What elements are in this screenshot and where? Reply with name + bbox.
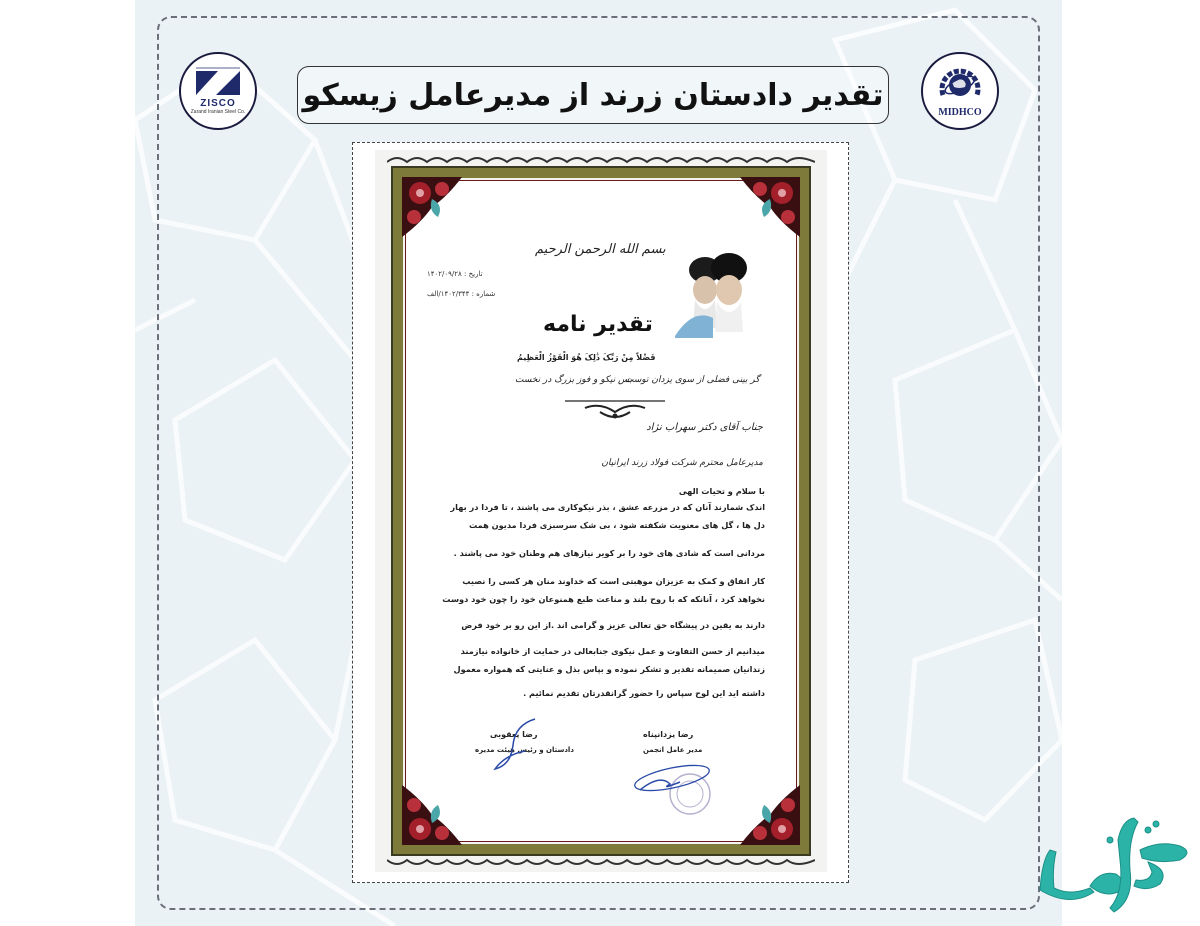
page-title: تقدیر دادستان زرند از مدیرعامل زیسکو [302,77,884,113]
certificate-number: شماره : ۱۴۰۲/۳۴۴/الف [427,290,496,298]
zisco-wordmark: ZISCO [200,98,236,109]
signatory-left-role: دادستان و رئیس هیئت مدیره [475,746,574,754]
floral-corner-ornament [730,775,800,845]
bismillah-calligraphy: بسم الله الرحمن الرحیم [535,242,666,257]
certificate-date: تاریخ : ۱۴۰۲/۰۹/۲۸ [427,270,483,278]
body-line: دارند به یقین در پیشگاه حق تعالی عزیز و گرامی اند .از این رو بر خود فرض [461,620,765,630]
floral-corner-ornament [402,177,472,247]
signatory-right-role: مدیر عامل انجمن [643,746,703,754]
globe-gear-icon [937,65,983,105]
midhco-logo [921,52,999,130]
page-title-box [297,66,889,124]
body-line: دل ها ، گل های معنویت شکفته شود ، بی شک سرسبزی فردا مدیون همت [468,520,765,530]
body-line: مردانی است که شادی های خود را بر کویر نیازهای هم وطنان خود می پاشند . [453,548,765,558]
brand-calligraphy-logo [1030,800,1200,926]
midhco-wordmark: MIDHCO [938,106,982,118]
signature-stamp-right [630,760,720,820]
body-line: داشته اید این لوح سپاس را حضور گرانقدرتان تقدیم نمائیم . [523,688,765,698]
zisco-icon [194,67,242,97]
certificate-image [375,150,827,872]
portrait-image [673,248,759,338]
body-line: میدانیم از حسن التفاوت و عمل نیکوی جنابعالی در حمایت از خانواده نیازمند [460,646,765,656]
divider-ornament [565,398,665,424]
poem-right: گر بینی فضلی از سوی یزدان توست [625,375,760,385]
zisco-subtitle: Zarand Iranian Steel Co. [190,109,246,115]
zisco-logo [179,52,257,130]
recipient-name: جناب آقای دکتر سهراب نژاد [646,422,763,433]
lace-border-bottom [387,856,815,868]
recipient-title: مدیرعامل محترم شرکت فولاد زرند ایرانیان [601,458,763,468]
certificate-heading: تقدیر نامه [543,312,653,337]
body-line: اندک شمارند آنان که در مزرعه عشق ، بذر نیکوکاری می پاشند ، تا فردا در بهار [450,502,765,512]
lace-border-top [387,154,815,166]
signature-left [485,715,545,775]
quran-verse: فَضْلاً مِنْ رَبِّکَ ذَٰلِکَ هُوَ الْفَوْزُ الْعَظِیمُ [517,353,656,362]
body-line: نخواهد کرد ، آنانکه که با روح بلند و مناعت طبع همنوعان خود را چون خود دوست [442,594,765,604]
body-line: زندانیان صمیمانه تقدیر و تشکر نموده و بپاس بذل و عنایتی که همواره معمول [453,664,765,674]
floral-corner-ornament [730,177,800,247]
body-greeting: با سلام و تحیات الهی [678,486,765,496]
body-line: کار انفاق و کمک به عزیزان موهبتی است که خداوند منان هر کسی را نصیب [462,576,765,586]
signatory-right-name: رضا یزدانپناه [643,730,694,739]
poem-left: بس نیکو و فوز بزرگ در نخست [515,375,633,385]
signatory-left-name: رضا یعقوبی [490,730,538,739]
floral-corner-ornament [402,775,472,845]
